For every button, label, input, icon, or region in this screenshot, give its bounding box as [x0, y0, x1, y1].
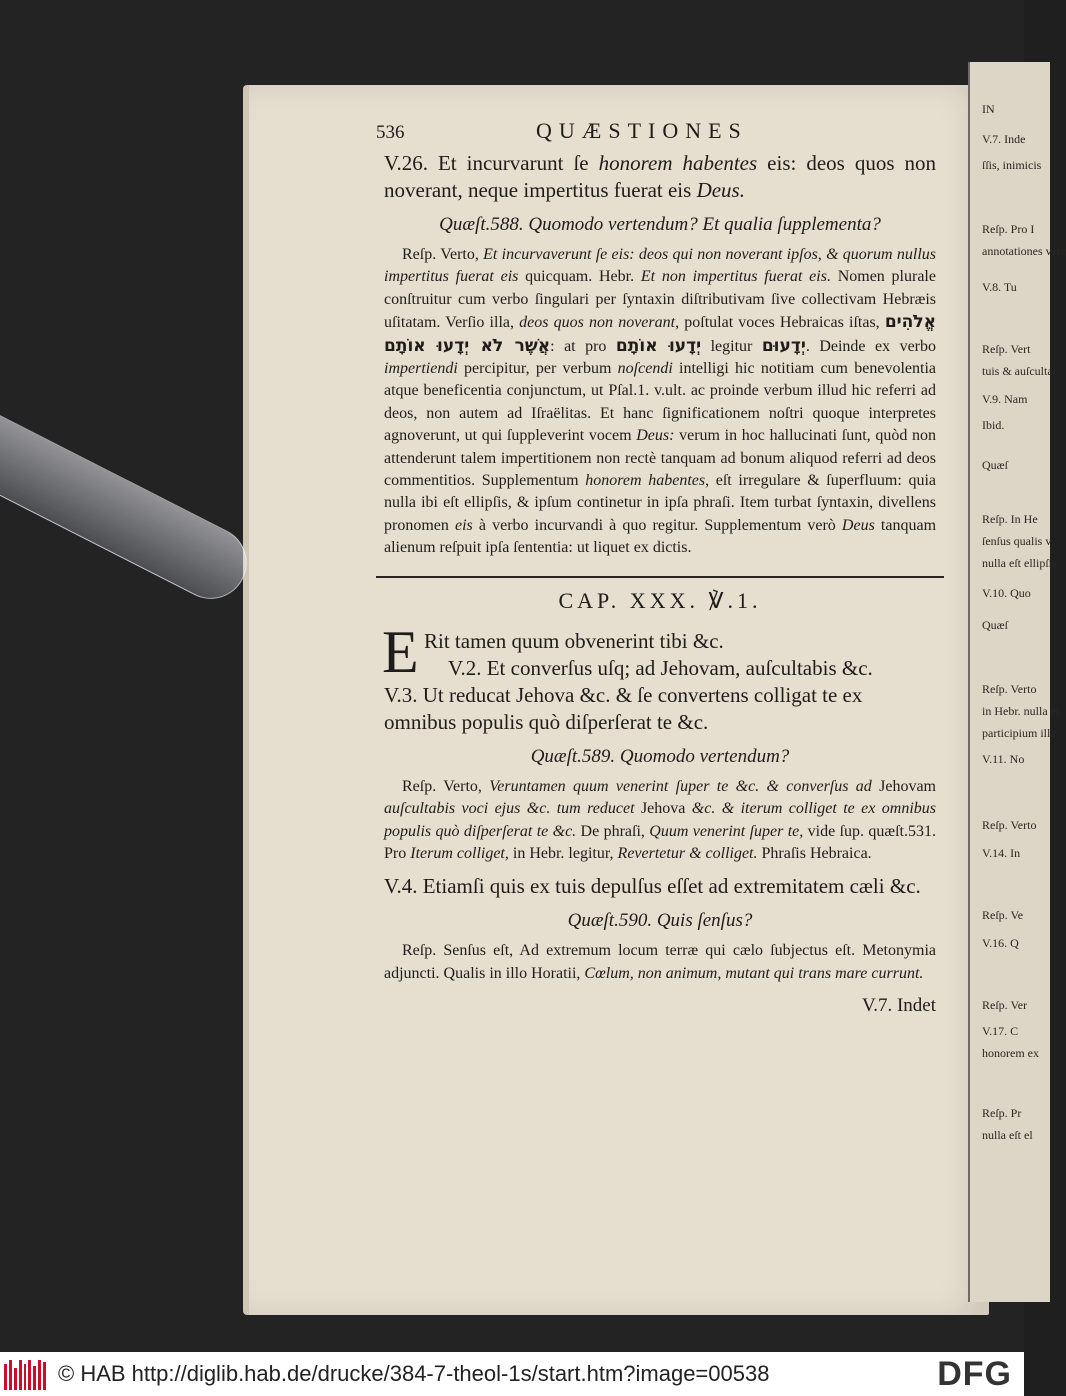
- right-fragment: IN: [982, 102, 995, 116]
- right-fragment: Reſp. Pr: [982, 1106, 1022, 1120]
- resp-text: . Deinde ex verbo: [805, 337, 936, 355]
- right-fragment: Ibid.: [982, 418, 1005, 432]
- right-fragment: in Hebr. nulla el: [982, 704, 1060, 718]
- question-588: Quæſt.588. Quomodo vertendum? Et qualia ſupplementa?: [439, 214, 881, 235]
- right-fragment: Reſp. Vert: [982, 342, 1031, 356]
- resp-italic: Et non impertitus fuerat eis.: [640, 268, 831, 286]
- right-fragment: tuis & auſcultal: [982, 364, 1056, 378]
- running-header: [376, 118, 936, 150]
- response-590: [384, 940, 936, 985]
- right-fragment: V.7. Inde: [982, 132, 1026, 146]
- resp-text: tanquam alienum reſpuit ipſa ſententia: ut liquet ex dictis.: [384, 516, 937, 557]
- resp-text: in Hebr. legitur,: [508, 844, 618, 862]
- right-fragment: Quæſ: [982, 458, 1009, 472]
- verse-1: Rit tamen quum obvenerint tibi &c.: [424, 628, 724, 653]
- question-590: Quæſt.590. Quis ſenſus?: [567, 910, 753, 932]
- resp-text: verum in hoc hallucinati ſunt, quòd non attenderunt talem impertitionem non rectè tanquam ad bonum aliquod referri ad deos commentitios. Supplementum: [384, 427, 937, 490]
- resp-text: , eſt irregulare & ſuperfluum: quia nulla ibi eſt ellipſis, & ipſum continetur in ipſa phraſi. Item turbat ſyntaxin, divellens pronomen: [384, 472, 937, 534]
- hab-barcode-icon: [4, 1358, 46, 1390]
- footer-bar: [0, 1352, 1024, 1396]
- right-fragment: Reſp. Verto: [982, 682, 1037, 696]
- resp-text: , poſtulat voces Hebraicas iſtas,: [675, 314, 885, 332]
- facing-page-edge: [968, 62, 1066, 1302]
- resp-italic: deos quos non noverant: [519, 314, 676, 332]
- resp-text: De phraſi,: [576, 822, 650, 840]
- right-fragment: annotationes verc: [982, 244, 1066, 258]
- page-number: 536: [376, 122, 405, 143]
- resp-text: Reſp. Senſus eſt, Ad extremum locum terræ qui cælo ſubjectus eſt. Metonymia adjuncti. Qualis in illo Horatii,: [384, 942, 936, 982]
- right-fragment: nulla eſt el: [982, 1128, 1033, 1142]
- verse-2: V.2. Et converſus uſq; ad Jehovam, auſcultabis &c.: [448, 655, 873, 680]
- resp-text: Nomen plurale conſtruitur cum verbo ſingulari per ſyntaxin diſtributivam ſive collectivam Hebræis uſitatam. Verſio illa,: [384, 268, 936, 332]
- resp-italic: eis: [455, 516, 473, 534]
- right-fragment: V.17. C: [982, 1024, 1019, 1038]
- hebrew-text: יְדָעוּ אוֹתָם: [615, 335, 702, 356]
- resp-text: percipitur, per verbum: [457, 360, 618, 378]
- resp-italic: Deus:: [636, 427, 675, 445]
- chapter-heading: CAP. XXX. ℣.1.: [558, 587, 762, 613]
- chapter-divider: [376, 576, 944, 578]
- resp-text: Reſp. Verto,: [402, 246, 484, 263]
- right-fragment: V.14. In: [982, 846, 1021, 860]
- resp-italic: Quum venerint ſuper te,: [649, 822, 804, 840]
- page-text: [376, 118, 937, 1017]
- resp-italic: impertiendi: [384, 360, 458, 378]
- response-589: [384, 776, 936, 866]
- resp-text: à verbo incurvandi à quo regitur. Supplementum verò: [472, 516, 842, 534]
- right-fragment: V.8. Tu: [982, 280, 1017, 294]
- hebrew-text: אֱלֹהִים אֲשֶׁר לֹא יְדָעוּ אוֹתָם: [384, 312, 937, 356]
- right-fragment: Reſp. Pro I: [982, 222, 1035, 236]
- running-title: QUÆSTIONES: [536, 118, 748, 143]
- drop-cap: E: [382, 618, 419, 685]
- resp-text: intelligi hic notitiam cum benevolentia atque beneficentia conjunctum, ut Pſal.1. v.ult. ac proinde verbum illud hic referri ad deos, non autem ad Iſraëlitas. Et hanc ſignificationem noſtri quoque interpretes agnoverunt, ut qui ſuppleverint vocem: [384, 360, 937, 445]
- resp-italic: honorem habentes: [585, 472, 706, 490]
- verse-text-italic: Deus.: [696, 178, 745, 202]
- response-588: [384, 244, 936, 560]
- resp-text: vide ſup. quæſt.531. Pro: [384, 822, 936, 862]
- right-fragment: ſenſus qualis v.: [982, 534, 1054, 548]
- resp-italic: noſcendi: [617, 360, 673, 378]
- right-fragment: Reſp. Verto: [982, 818, 1037, 832]
- right-fragment: V.16. Q: [982, 936, 1019, 950]
- verse-26: [384, 150, 936, 204]
- resp-text: Jehovam: [871, 777, 936, 795]
- resp-text: legitur: [701, 337, 762, 355]
- resp-italic: Revertetur & colliget.: [617, 844, 758, 862]
- resp-italic: Iterum colliget,: [410, 844, 509, 862]
- resp-text: Reſp. Verto,: [402, 777, 490, 795]
- verse-text-italic: honorem habentes: [598, 151, 758, 175]
- resp-text: : at pro: [550, 337, 616, 355]
- right-fragment: Reſp. Ve: [982, 908, 1024, 922]
- right-fragment: V.10. Quo: [982, 586, 1031, 600]
- resp-italic: Et incurvaverunt ſe eis: deos qui non noverant ipſos, & quorum nullus impertitus fuerat eis: [384, 246, 936, 286]
- resp-italic: Cœlum, non animum, mutant qui trans mare currunt.: [584, 964, 924, 982]
- verse-text: V.26. Et incurvarunt ſe: [384, 151, 599, 175]
- resp-text: Jehova: [634, 800, 692, 818]
- right-fragment: V.11. No: [982, 752, 1025, 766]
- verse-4: V.4. Etiamſi quis ex tuis depulſus eſſet ad extremitatem cæli &c.: [384, 874, 921, 899]
- dfg-logo: DFG: [937, 1354, 1012, 1393]
- resp-italic: &c. & iterum colliget te ex omnibus populis quò diſperſerat te &c.: [384, 800, 936, 840]
- resp-text: quicquam. Hebr.: [518, 268, 641, 286]
- right-fragment: ſſis, inimicis: [982, 158, 1042, 172]
- hebrew-text: יְדָעוּם: [761, 335, 806, 356]
- right-fragment: Reſp. Ver: [982, 998, 1028, 1012]
- resp-italic: auſcultabis voci ejus &c. tum reducet: [384, 800, 635, 818]
- right-fragment: participium illu: [982, 726, 1057, 740]
- right-fragment: nulla eſt ellipſis: [982, 556, 1057, 570]
- right-fragment: Quæſ: [982, 618, 1009, 632]
- verse-text: eis: deos quos non noverant, neque impertitus fuerat eis: [384, 151, 937, 202]
- chapter-opening: [382, 618, 936, 736]
- right-fragment: honorem ex: [982, 1046, 1039, 1060]
- glass-page-weight: [0, 410, 259, 611]
- verse-3: V.3. Ut reducat Jehova &c. & ſe convertens colligat te ex omnibus populis quò diſperſerat te &c.: [384, 682, 863, 734]
- right-fragment: Reſp. In He: [982, 512, 1038, 526]
- catchword: V.7. Indet: [861, 995, 936, 1017]
- source-credit-link[interactable]: © HAB http://diglib.hab.de/drucke/384-7-theol-1s/start.htm?image=00538: [58, 1361, 770, 1386]
- resp-italic: Deus: [841, 516, 875, 534]
- resp-text: Phraſis Hebraica.: [757, 844, 872, 862]
- right-fragment: V.9. Nam: [982, 392, 1028, 406]
- question-589: Quæſt.589. Quomodo vertendum?: [530, 745, 790, 767]
- resp-italic: Veruntamen quum venerint ſuper te &c. & converſus ad: [489, 777, 872, 795]
